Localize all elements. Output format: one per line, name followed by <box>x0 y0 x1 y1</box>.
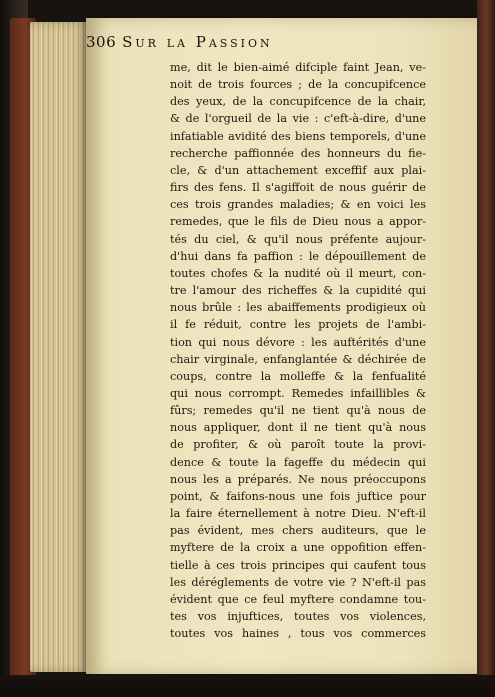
text-line: dence & toute la fageffe du médecin qui <box>170 455 426 469</box>
text-line: toutes vos haines , tous vos commerces <box>170 627 426 641</box>
text-line: point, & faifons-nous une fois juftice pour <box>170 489 426 503</box>
text-line: chair virginale, enfanglantée & déchirée de <box>170 352 426 366</box>
text-line: firs des fens. Il s'agiffoit de nous guérir de <box>170 181 426 195</box>
text-line: nous brûle : les abaiffements prodigieux où <box>170 301 426 315</box>
text-line: qui nous corrompt. Remedes infaillibles & <box>170 386 426 400</box>
text-line: infatiable avidité des biens temporels, d'une <box>170 129 426 143</box>
text-line: tes vos injuftices, toutes vos violences, <box>170 610 426 623</box>
text-line: noit de trois fources ; de la concupifcence <box>170 78 426 92</box>
text-line: évident que ce feul myftere condamne tou- <box>170 592 426 606</box>
text-line: coups, contre la molleffe & la fenfualité <box>170 369 426 383</box>
text-line: nous les a préparés. Ne nous préoccupons <box>170 472 426 486</box>
text-line: pas évident, mes chers auditeurs, que le <box>170 524 426 538</box>
text-line: remedes, que le fils de Dieu nous a appor- <box>170 215 426 229</box>
text-line: recherche paffionnée des honneurs du fie- <box>170 146 426 160</box>
text-line: myftere de la croix a une oppofition effen- <box>170 541 426 555</box>
text-line: & de l'orgueil de la vie : c'eft-à-dire, d'une <box>170 112 426 126</box>
running-head <box>86 33 386 51</box>
text-line: des yeux, de la concupifcence de la chair, <box>170 95 426 109</box>
text-line: fûrs; remedes qu'il ne tient qu'à nous de <box>170 404 426 418</box>
text-line: d'hui dans fa paffion : le dépouillement de <box>170 249 426 263</box>
text-line: tielle à ces trois principes qui caufent tous <box>170 558 426 572</box>
text-line: il fe réduit, contre les projets de l'ambi- <box>170 318 426 332</box>
text-line: tre l'amour des richeffes & la cupidité qui <box>170 284 426 298</box>
text-line: me, dit le bien-aimé difciple faint Jean, ve- <box>170 61 426 74</box>
book-cover-right <box>477 0 495 697</box>
text-line: tion qui nous dévore : les auftérités d'une <box>170 335 426 349</box>
book-cover-bottom <box>0 675 495 697</box>
text-line: cle, & d'un attachement exceffif aux plai- <box>170 163 426 177</box>
running-title: Sur la Passion <box>122 33 273 51</box>
text-line: la faire éternellement à notre Dieu. N'eft-il <box>170 507 426 521</box>
text-line: nous appliquer, dont il ne tient qu'à nous <box>170 421 426 435</box>
text-line: tés du ciel, & qu'il nous préfente aujour- <box>170 232 426 246</box>
body-text <box>170 59 426 642</box>
page-number: 306 <box>86 33 117 51</box>
text-line: toutes chofes & la nudité où il meurt, con- <box>170 266 426 280</box>
text-line: de profiter, & où paroît toute la provi- <box>170 438 426 452</box>
text-line: les déréglements de votre vie ? N'eft-il pas <box>170 575 426 589</box>
text-line: ces trois grandes maladies; & en voici les <box>170 198 426 212</box>
page-edges <box>30 22 88 672</box>
